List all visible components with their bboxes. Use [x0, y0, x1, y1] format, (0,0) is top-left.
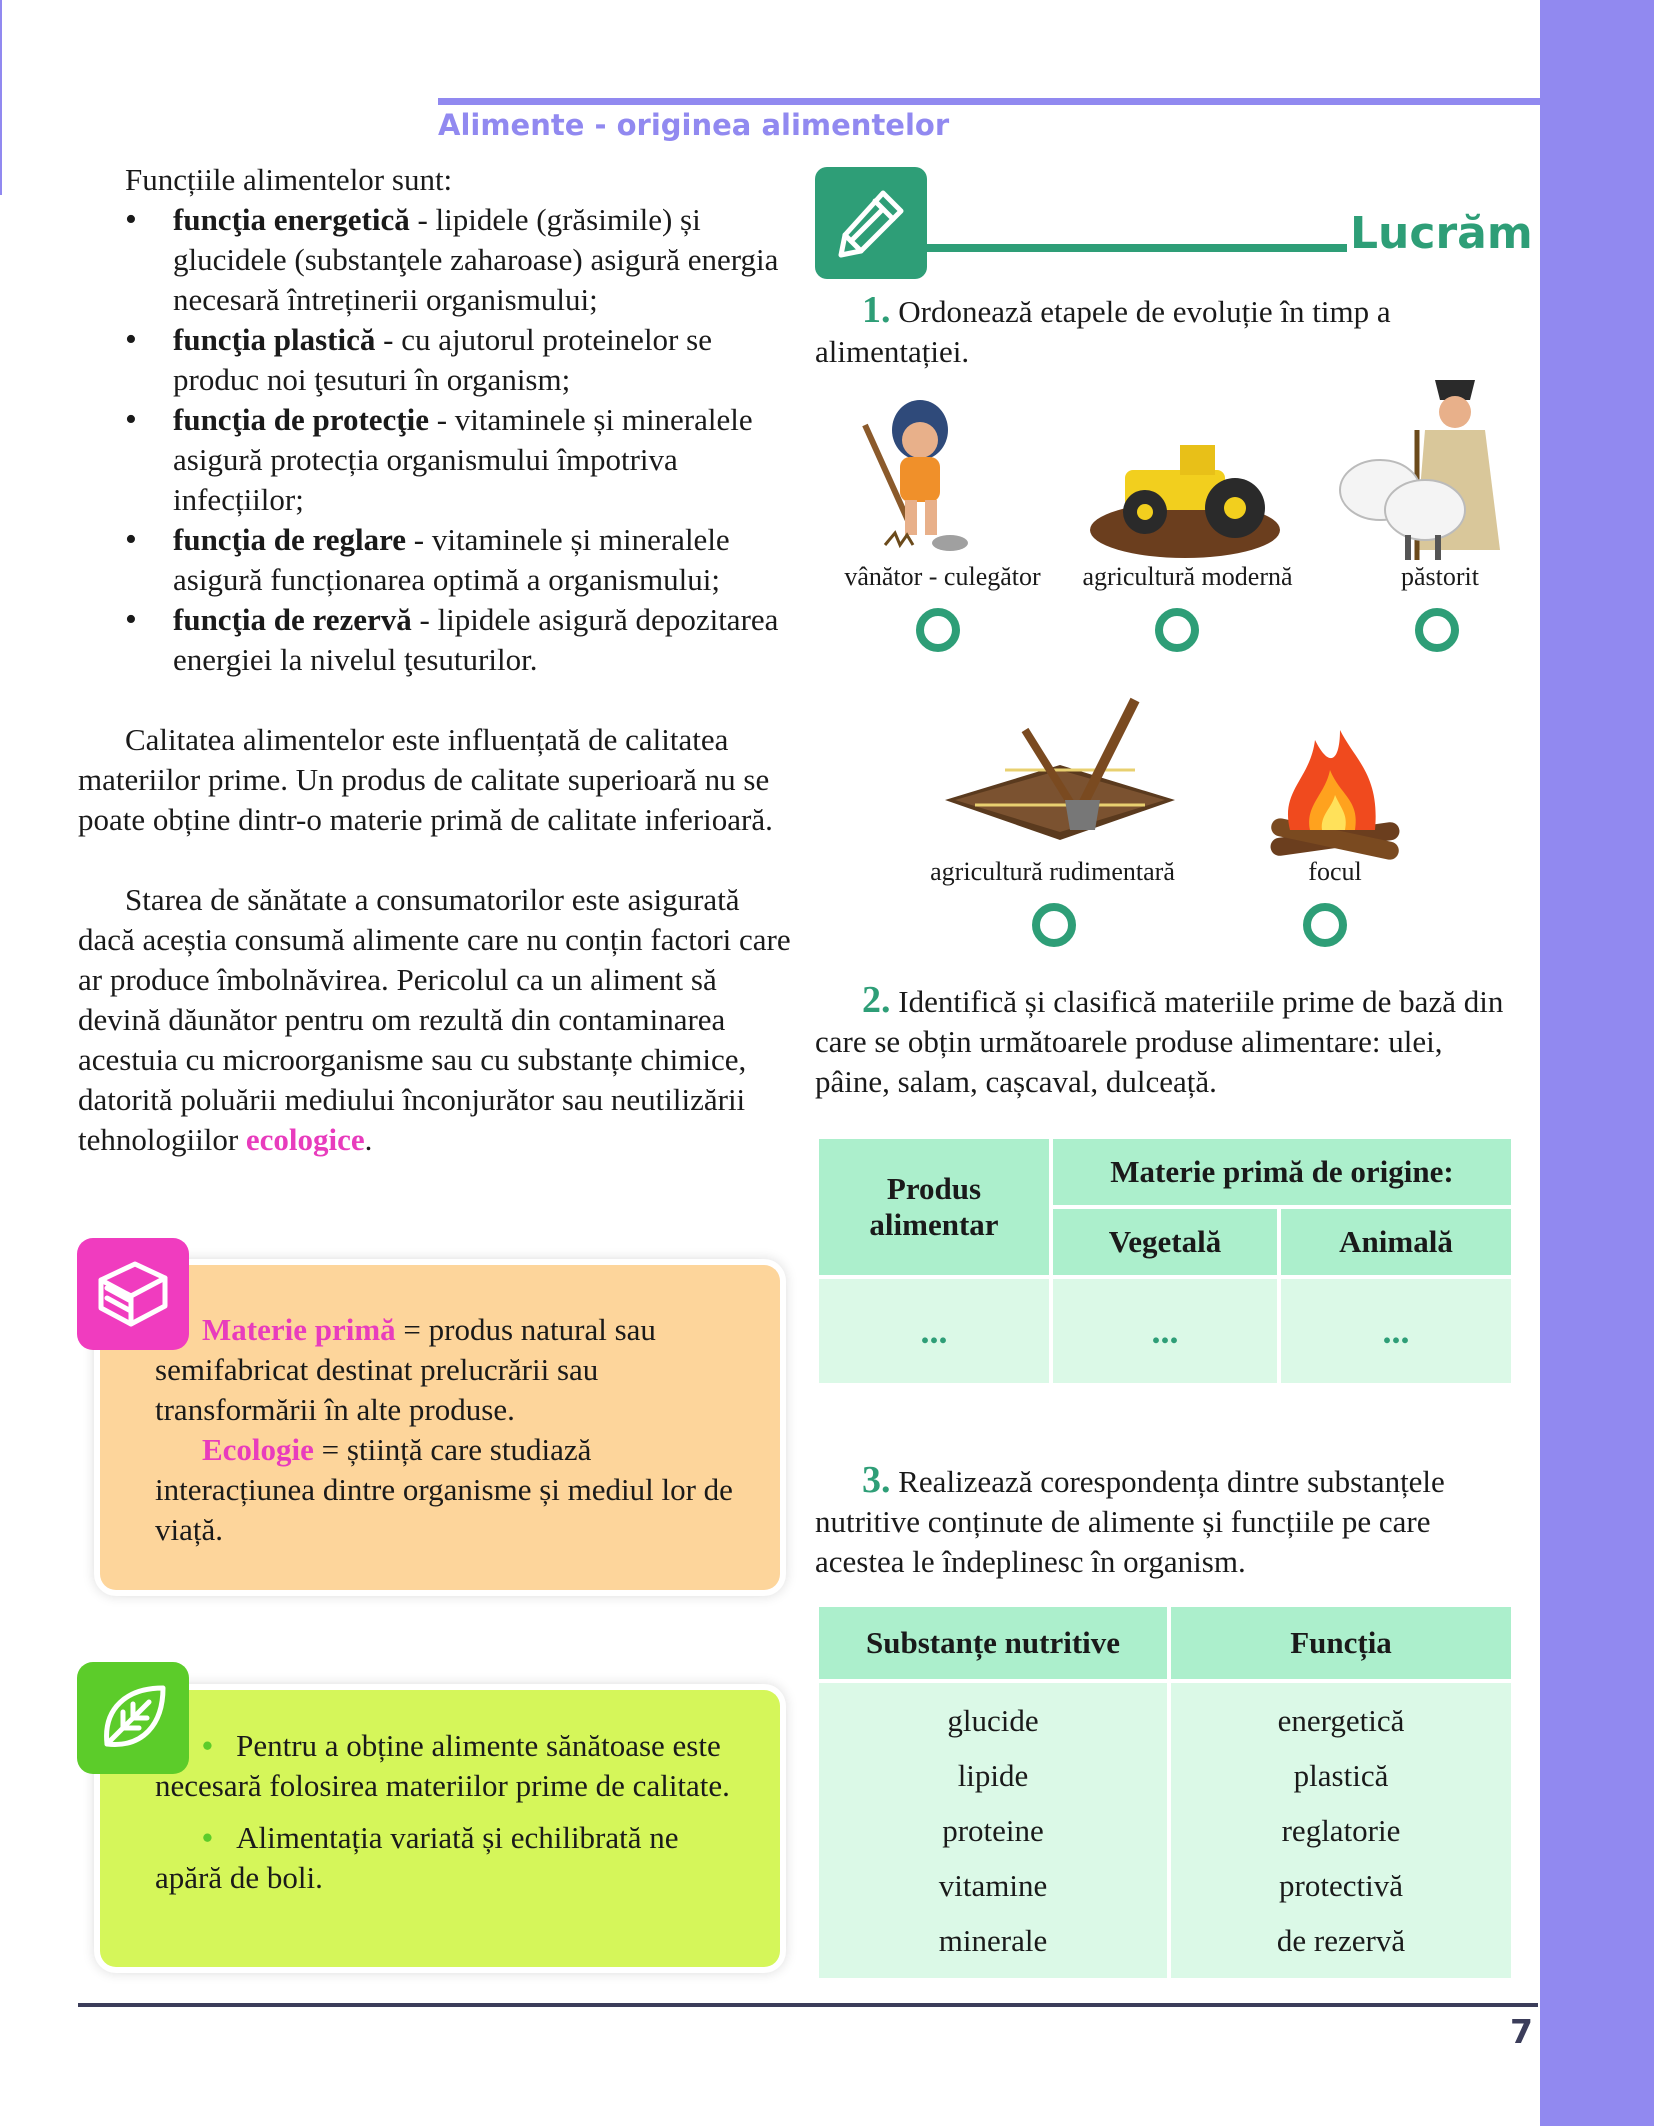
health-paragraph	[78, 880, 798, 1160]
shepherd-illustration	[1335, 370, 1505, 565]
substance-item[interactable]: minerale	[938, 1923, 1048, 1958]
task-2-text: Identifică și clasifică materiile prime de bază din care se obțin următoarele produse alimentare: ulei, pâine, salam, cașcaval, dulceață.	[815, 984, 1504, 1099]
tip-1	[155, 1726, 745, 1806]
bullet-dot: •	[202, 1820, 213, 1855]
task-1-text: Ordonează etapele de evoluție în timp a alimentației.	[815, 294, 1391, 369]
tip-2	[155, 1818, 745, 1898]
lucram-rule	[925, 244, 1347, 252]
header-animal: Animală	[1281, 1209, 1511, 1275]
lucram-title: Lucrăm	[1350, 208, 1533, 259]
task-3-text: Realizează corespondența dintre substanțele nutritive conținute de alimente și funcțiile pe care acestea le îndeplinesc în organism.	[815, 1464, 1445, 1579]
task-number: 3.	[862, 1459, 891, 1501]
order-answer-circle[interactable]	[1032, 903, 1076, 947]
function-item[interactable]: plastică	[1293, 1758, 1389, 1793]
substance-item[interactable]: lipide	[957, 1758, 1029, 1793]
function-item[interactable]: protectivă	[1279, 1868, 1403, 1903]
list-item	[125, 520, 785, 600]
functions-list	[125, 200, 785, 680]
list-item	[125, 400, 785, 520]
raw-materials-table	[815, 1135, 1515, 1387]
stage-label: agricultură modernă	[1082, 562, 1293, 591]
task-1-prompt	[815, 290, 1515, 372]
function-term: funcţia de reglare	[173, 522, 407, 557]
ecologice-highlight: ecologice	[245, 1122, 365, 1157]
fire-illustration	[1260, 720, 1410, 860]
definition-ecologie	[155, 1430, 745, 1550]
answer-cell[interactable]: ...	[819, 1279, 1049, 1383]
function-text: - cu ajutorul proteinelor se produc noi ţesuturi în organism;	[173, 322, 712, 397]
materie-term: Materie primă	[202, 1312, 396, 1347]
list-item	[125, 200, 785, 320]
materie-text: = produs natural sau semifabricat destinat prelucrării sau transformării în alte produse.	[155, 1312, 656, 1427]
header-vegetal: Vegetală	[1053, 1209, 1277, 1275]
header-rule	[438, 98, 1540, 105]
order-answer-circle[interactable]	[1415, 608, 1459, 652]
stage-label: vânător - culegător	[844, 562, 1041, 591]
stage-label: focul	[1308, 857, 1362, 886]
quality-paragraph: Calitatea alimentelor este influențată de calitatea materiilor prime. Un produs de calitate superioară nu se poate obține dintr-o materie primă de calitate inferioară.	[78, 722, 773, 837]
functions-cell	[1171, 1683, 1511, 1978]
task-number: 2.	[862, 979, 891, 1021]
order-answer-circle[interactable]	[1155, 608, 1199, 652]
health-end: .	[364, 1122, 373, 1157]
header-origin: Materie primă de origine:	[1053, 1139, 1511, 1205]
stage-label: agricultură rudimentară	[930, 857, 1175, 886]
function-term: funcţia de rezervă	[173, 602, 412, 637]
header-substances: Substanțe nutritive	[819, 1607, 1167, 1679]
task-number: 1.	[862, 289, 891, 331]
task-3-prompt	[815, 1460, 1515, 1582]
chapter-title: Alimente - originea alimentelor	[438, 108, 950, 142]
definition-materie	[155, 1310, 745, 1430]
stage-label: păstorit	[1401, 562, 1479, 591]
right-side-bar	[1540, 0, 1654, 2126]
function-text: - lipidele asigură depozitarea energiei la nivelul ţesuturilor.	[173, 602, 779, 677]
substance-item[interactable]: vitamine	[938, 1868, 1048, 1903]
tractor-illustration	[1085, 430, 1285, 560]
substances-cell	[819, 1683, 1167, 1978]
function-item[interactable]: reglatorie	[1281, 1813, 1401, 1848]
list-item	[125, 600, 785, 680]
page-number: 7	[1510, 2012, 1533, 2051]
function-item[interactable]: energetică	[1277, 1703, 1405, 1738]
definitions-text	[155, 1310, 745, 1550]
function-item[interactable]: de rezervă	[1276, 1923, 1406, 1958]
function-term: funcţia energetică	[173, 202, 410, 237]
function-text: - vitaminele și mineralele asigură protecția organismului împotriva infecțiilor;	[173, 402, 753, 517]
tips-text	[155, 1726, 745, 1898]
header-function: Funcția	[1171, 1607, 1511, 1679]
order-answer-circle[interactable]	[1303, 903, 1347, 947]
header-product: Produs alimentar	[819, 1139, 1049, 1275]
function-text: - lipidele (grăsimile) și glucidele (substanţele zaharoase) asigură energia necesară întreținerii organismului;	[173, 202, 779, 317]
tip-2-text: Alimentația variată și echilibrată ne apără de boli.	[155, 1820, 679, 1895]
bullet-dot: •	[202, 1728, 213, 1763]
order-answer-circle[interactable]	[916, 608, 960, 652]
left-edge-line	[0, 0, 2, 195]
rudimentary-agriculture-illustration	[935, 690, 1185, 860]
function-term: funcţia plastică	[173, 322, 376, 357]
function-term: funcţia de protecţie	[173, 402, 429, 437]
health-text: Starea de sănătate a consumatorilor este asigurată dacă aceștia consumă alimente care nu conțin factori care ar produce îmbolnăvirea. Pericolul ca un aliment să devină dăunător pentru om rezultă din contaminarea acestuia cu microorganisme sau cu substanțe chimice, datorită poluării mediului înconjurător sau neutilizării tehnologiilor	[78, 882, 791, 1157]
task-2-prompt	[815, 980, 1515, 1102]
nutrients-table	[815, 1603, 1515, 1982]
answer-cell[interactable]: ...	[1053, 1279, 1277, 1383]
function-text: - vitaminele și mineralele asigură funcționarea optimă a organismului;	[173, 522, 730, 597]
list-item	[125, 320, 785, 400]
ecologie-term: Ecologie	[202, 1432, 314, 1467]
hunter-gatherer-illustration	[855, 395, 985, 555]
ecologie-text: = știință care studiază interacțiunea dintre organisme și mediul lor de viață.	[155, 1432, 733, 1547]
pencil-icon	[815, 167, 927, 279]
tip-1-text: Pentru a obține alimente sănătoase este necesară folosirea materiilor prime de calitate.	[155, 1728, 730, 1803]
substance-item[interactable]: glucide	[947, 1703, 1039, 1738]
footer-rule	[78, 2003, 1538, 2007]
answer-cell[interactable]: ...	[1281, 1279, 1511, 1383]
functions-intro: Funcțiile alimentelor sunt:	[125, 162, 453, 197]
substance-item[interactable]: proteine	[942, 1813, 1044, 1848]
